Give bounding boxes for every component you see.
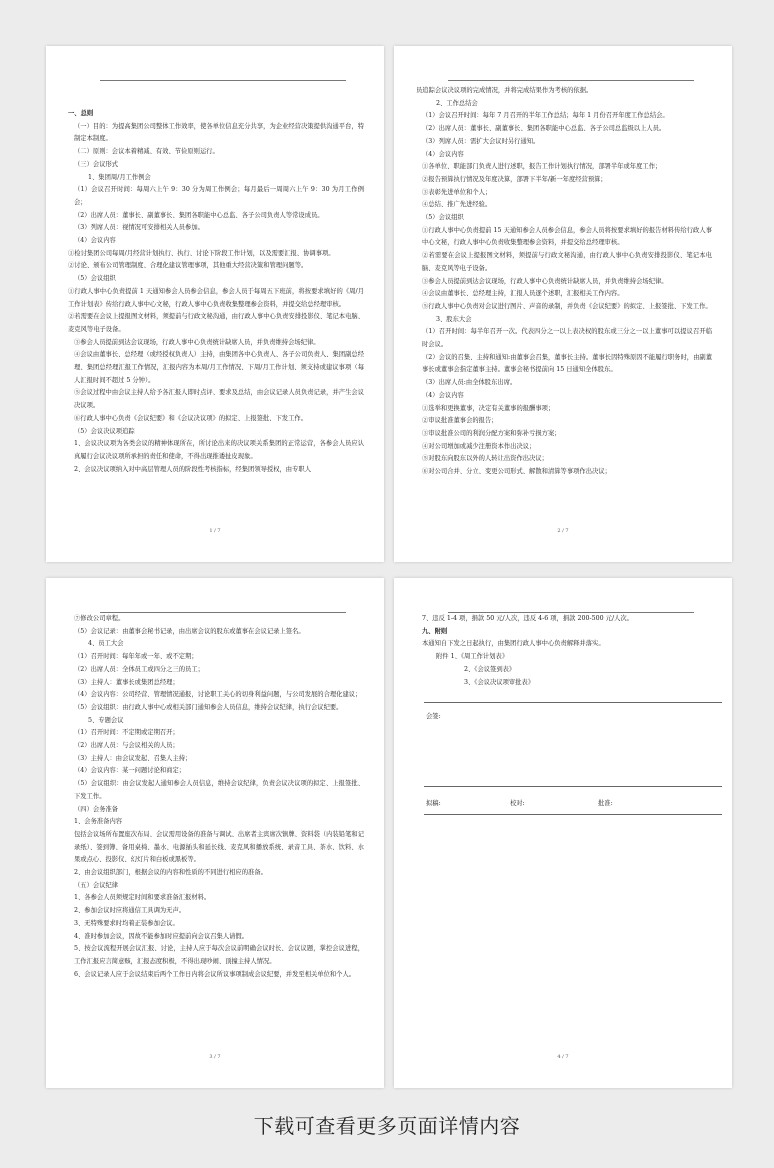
paragraph: ②若需要在会议上提报图文材料，须提前与行政文秘沟通，由行政人事中心负责安排投影仪、笔记本电脑、麦克风等电子设备。 [422, 252, 712, 272]
attachment-item: 2、《会议签到表》 [464, 665, 516, 673]
paragraph: ⑤会议过程中由会议主持人给予各汇报人即时点评、要求及总结，由会议记录人员负责记录，并产生会议决议项。 [74, 389, 364, 410]
paragraph: （1）召开时间：每年年或一年、或不定期； [74, 653, 198, 661]
paragraph: ③参会人员提前到达会议现场，行政人事中心负责统计缺席人员，并负责维持会场纪律。 [422, 277, 668, 285]
paragraph: 包括会议场所布置座次布局、会议需用设备的准备与调试、出席者主宾席次镇牌、资料袋（内装铅笔和记录纸）、签到簿、备用桌椅、墨水、电源插头和延长线、麦克风和播放系统、录音工具、茶水、饮料、水果或点心、投影仪、幻灯片和白板或黑板等。 [74, 830, 364, 864]
paragraph: 6、会议记录人应于会议结束后两个工作日内将会议所议事项制成会议纪要，并发至相关单位和个人。 [74, 970, 356, 978]
paragraph: （2）出席人员：董事长、副董事长、集团各职能中心总监、各子公司负责人等常设成员。 [74, 211, 324, 219]
paragraph: （3）主持人：董事长或集团总经理； [74, 678, 179, 686]
paragraph: ③参会人员提前到达会议现场，行政人事中心负责统计缺席人员，并负责维持会场纪律。 [74, 338, 320, 346]
paragraph: ⑥行政人事中心负责《会议纪要》和《会议决议项》的拟定、上报签批、下发工作。 [74, 414, 307, 422]
paragraph: （3）列席人员：需扩大会议时另行通知。 [422, 137, 540, 145]
paragraph: 员追踪会议决议项的完成情况，并将完成结果作为考核的依据。 [416, 87, 593, 94]
subsection-heading: 2、工作总结会 [436, 99, 478, 107]
document-page-3 [46, 578, 384, 1088]
page-number: 2 / 7 [557, 528, 569, 534]
drafter-label: 拟稿: [426, 800, 441, 807]
paragraph: （4）会议内容 [422, 150, 464, 158]
paragraph: （1）会议召开时间：每周六上午 9：30 分为周工作例会；每月最后一周周六上午 9：30 为月工作例会； [74, 186, 364, 206]
page-number: 3 / 7 [209, 1054, 221, 1060]
paragraph: （5）会议组织 [422, 214, 464, 222]
paragraph: （2）出席人员：全体员工或四分之三的员工； [74, 665, 204, 673]
paragraph: （二）原则：会议本着精减、有效、节俭原则运行。 [74, 148, 219, 156]
paragraph: ⑥对公司合并、分立、变更公司形式、解散和清算等事项作出决议； [422, 468, 611, 476]
countersign-label: 会签: [426, 713, 441, 720]
paragraph: （2）会议的召集、主持和通知:由董事会召集，董事长主持。董事长因特殊原因不能履行职务时，由副董事长或董事会指定董事主持。董事会秘书提前向 15 日通知全体股东。 [422, 353, 712, 374]
page-body [416, 613, 712, 689]
page-header-rule [100, 80, 346, 81]
subsection-heading: （四）会务准备 [74, 805, 119, 813]
section-heading: 九、附则 [422, 627, 448, 635]
paragraph: ①行政人事中心负责提前 1 天通知参会人员参会信息，参会人员于每周五下班前，将按要求填好的《周/月工作计划表》传给行政人事中心文秘，行政人事中心负责收集整理参会资料，并提交给总经理审核。 [68, 287, 364, 308]
subsection-heading: 1、会务准备内容 [74, 818, 123, 826]
subsection-heading: （五）会议纪律 [74, 881, 119, 889]
paragraph: 3、无特殊要求时均着正装参加会议。 [74, 919, 179, 927]
paragraph: （1）会议召开时间：每年 7 月召开的半年工作总结；每年 1 月份召开年度工作总结会。 [422, 112, 669, 120]
paragraph: ②报告预算执行情况及年度决算，部署下半年/新一年度经营预算； [422, 175, 607, 183]
paragraph: ①选举和更换董事，决定有关董事的报酬事项； [422, 404, 555, 412]
paragraph: （5）会议组织：由会议发起人通知参会人员信息，维持会议纪律，负责会议决议项的拟定、上报签批、下发工作。 [74, 780, 364, 800]
document-page-2 [394, 46, 732, 562]
paragraph: ②若需要在会议上提报图文材料，须提前与行政文秘沟通，由行政人事中心负责安排投影仪、笔记本电脑、麦克风等电子设备。 [68, 313, 364, 333]
signature-rule [424, 786, 722, 787]
paragraph: 2、会议决议项纳入对中高层管理人员的阶段性考核指标，经集团领导授权，由专职人 [74, 465, 311, 473]
paragraph: 1、各参会人员须规定时间和要求准备汇报材料。 [74, 894, 211, 902]
paragraph: 4、准时参加会议，因故不能参加时应提前向会议召集人请假。 [74, 932, 249, 940]
paragraph: （2）出席人员：董事长、副董事长、集团各职能中心总监、各子公司总监级以上人员。 [422, 125, 666, 133]
section-heading: 一、总则 [68, 110, 94, 117]
attachment-item: 附件 1、《周工作计划表》 [436, 653, 509, 661]
paragraph: ⑤对股东向股东以外的人转让出资作出决议； [422, 455, 548, 463]
paragraph: ⑤行政人事中心负责对会议进行图片、声音的录制，并负责《会议纪要》的拟定、上报签批、下发工作。 [422, 302, 712, 310]
paragraph: ④总结、推广先进经验。 [422, 201, 492, 209]
paragraph: （3）出席人员:由全体股东出席。 [422, 379, 517, 387]
paragraph: （3）列席人员：视情况可安排相关人员参加。 [74, 224, 204, 232]
paragraph: 2、参加会议时应将通信工具调为无声。 [74, 907, 186, 915]
paragraph: （5）会议组织：由行政人事中心或相关部门通知参会人员信息，维持会议纪律，执行会议纪要。 [74, 703, 343, 711]
paragraph: （1）召开时间：不定期或定期召开； [74, 729, 179, 737]
subsection-heading: （三）会议形式 [74, 160, 119, 168]
paragraph: （2）出席人员：与会议相关的人员； [74, 742, 179, 750]
page-number: 4 / 7 [557, 1054, 569, 1060]
paragraph: 5、按会议流程开展会议汇报、讨论，主持人应于每次会议前明确会议时长、会议议题，掌控会议进程，工作汇报应言简意赅，汇报态度积极，不得出现吵闹、顶撞主持人情况。 [74, 945, 364, 965]
subsection-heading: 4、员工大会 [88, 640, 124, 648]
subsection-heading: 5、专题会议 [88, 716, 124, 724]
paragraph: （4）会议内容 [74, 237, 116, 245]
paragraph: ④会议由董事长、总经理主持，汇报人员逐个述职，汇报相关工作内容。 [422, 290, 624, 298]
subsection-heading: 3、股东大会 [436, 315, 472, 323]
page-header-rule [448, 80, 694, 81]
attachment-item: 3、《会议决议项审批表》 [464, 678, 535, 686]
paragraph: （5）会议组织 [74, 275, 116, 283]
paragraph: ③审议批准公司的利润分配方案和弥补亏损方案； [422, 429, 561, 437]
paragraph: ⑦修改公司章程。 [74, 615, 125, 622]
paragraph: （一）目的：为提高集团公司整体工作效率，使各单位信息充分共享，为企业经营决策提供沟通平台，特制定本制度。 [74, 122, 364, 143]
document-page-4 [394, 578, 732, 1088]
paragraph: （3）主持人：由会议发起、召集人主持； [74, 754, 192, 762]
paragraph: 1、会议决议项为各类会议的精神体现所在，所讨论出来的决议项关系集团的正常运营，各参会人员应认真履行会议决议项所承担的责任和使命，不得出现推诿扯皮现象。 [74, 440, 364, 460]
signature-rule [424, 702, 722, 703]
paragraph: 本通知自下发之日起执行，由集团行政人事中心负责解释并落实。 [422, 640, 605, 648]
page-body [68, 613, 364, 981]
paragraph: （1）召开时间：每半年召开一次。代表四分之一以上表决权的股东或三分之一以上董事可以提议召开临时会议。 [422, 328, 712, 349]
paragraph: 7、违反 1-4 项，捐款 50 元/人次，违反 4-6 项，捐款 200-500 元/人次。 [422, 615, 633, 622]
paragraph: （4）会议内容：公司经营、管理情况通报，讨论职工关心的切身利益问题，与公司发展的合理化建议； [74, 691, 362, 699]
paragraph: （4）会议内容 [422, 391, 464, 399]
paragraph: （5）会议记录：由董事会秘书记录，由出席会议的股东或董事在会议记录上签名。 [74, 627, 305, 635]
page-body [416, 85, 712, 479]
paragraph: 2、由会议组织部门，根据会议的内容和性质的不同进行相应的准备。 [74, 869, 267, 877]
paragraph: ③表彰先进单位和个人； [422, 188, 492, 196]
paragraph: ②审议批准董事会的报告； [422, 417, 498, 425]
page-number: 1 / 7 [209, 528, 221, 534]
paragraph: ①行政人事中心负责提前 15 天通知参会人员参会信息，参会人员将按要求填好的报告材料传给行政人事中心文秘，行政人事中心负责收集整理参会资料，并提交给总经理审核。 [422, 226, 712, 247]
paragraph: （4）会议内容：某一问题讨论和商定； [74, 767, 186, 775]
document-page-1 [46, 46, 384, 562]
paragraph: ④会议由董事长、总经理（或经授权负责人）主持，由集团各中心负责人、各子公司负责人、集团副总经理、集团总经理汇报工作情况，汇报内容为本周/月工作情况、下周/月工作计划、须支持或建议事项（每人汇报时间不超过 5 分钟）。 [74, 351, 364, 384]
signature-rule [424, 814, 722, 815]
paragraph: ④对公司增加或减少注册资本作出决议； [422, 442, 536, 450]
download-caption: 下载可查看更多页面详情内容 [253, 1114, 521, 1138]
paragraph: ①各单位、职能部门负责人进行述职，报告工作计划执行情况，部署半年或年度工作； [422, 163, 662, 171]
paragraph: （5）会议决议项追踪 [74, 427, 135, 435]
page-body [68, 108, 364, 476]
subsection-heading: 1、集团周/月工作例会 [88, 173, 151, 181]
proofread-label: 校对: [510, 800, 525, 807]
paragraph: ①检讨集团公司每周/月经营计划执行、执行、讨论下阶段工作计划，以及需要汇报、协调事项。 [68, 249, 335, 257]
approve-label: 批准: [598, 800, 613, 807]
paragraph: ②讨论、颁布公司管理制度、合理化建议管理事项，其他重大经营决策和管理问题等。 [68, 262, 308, 270]
